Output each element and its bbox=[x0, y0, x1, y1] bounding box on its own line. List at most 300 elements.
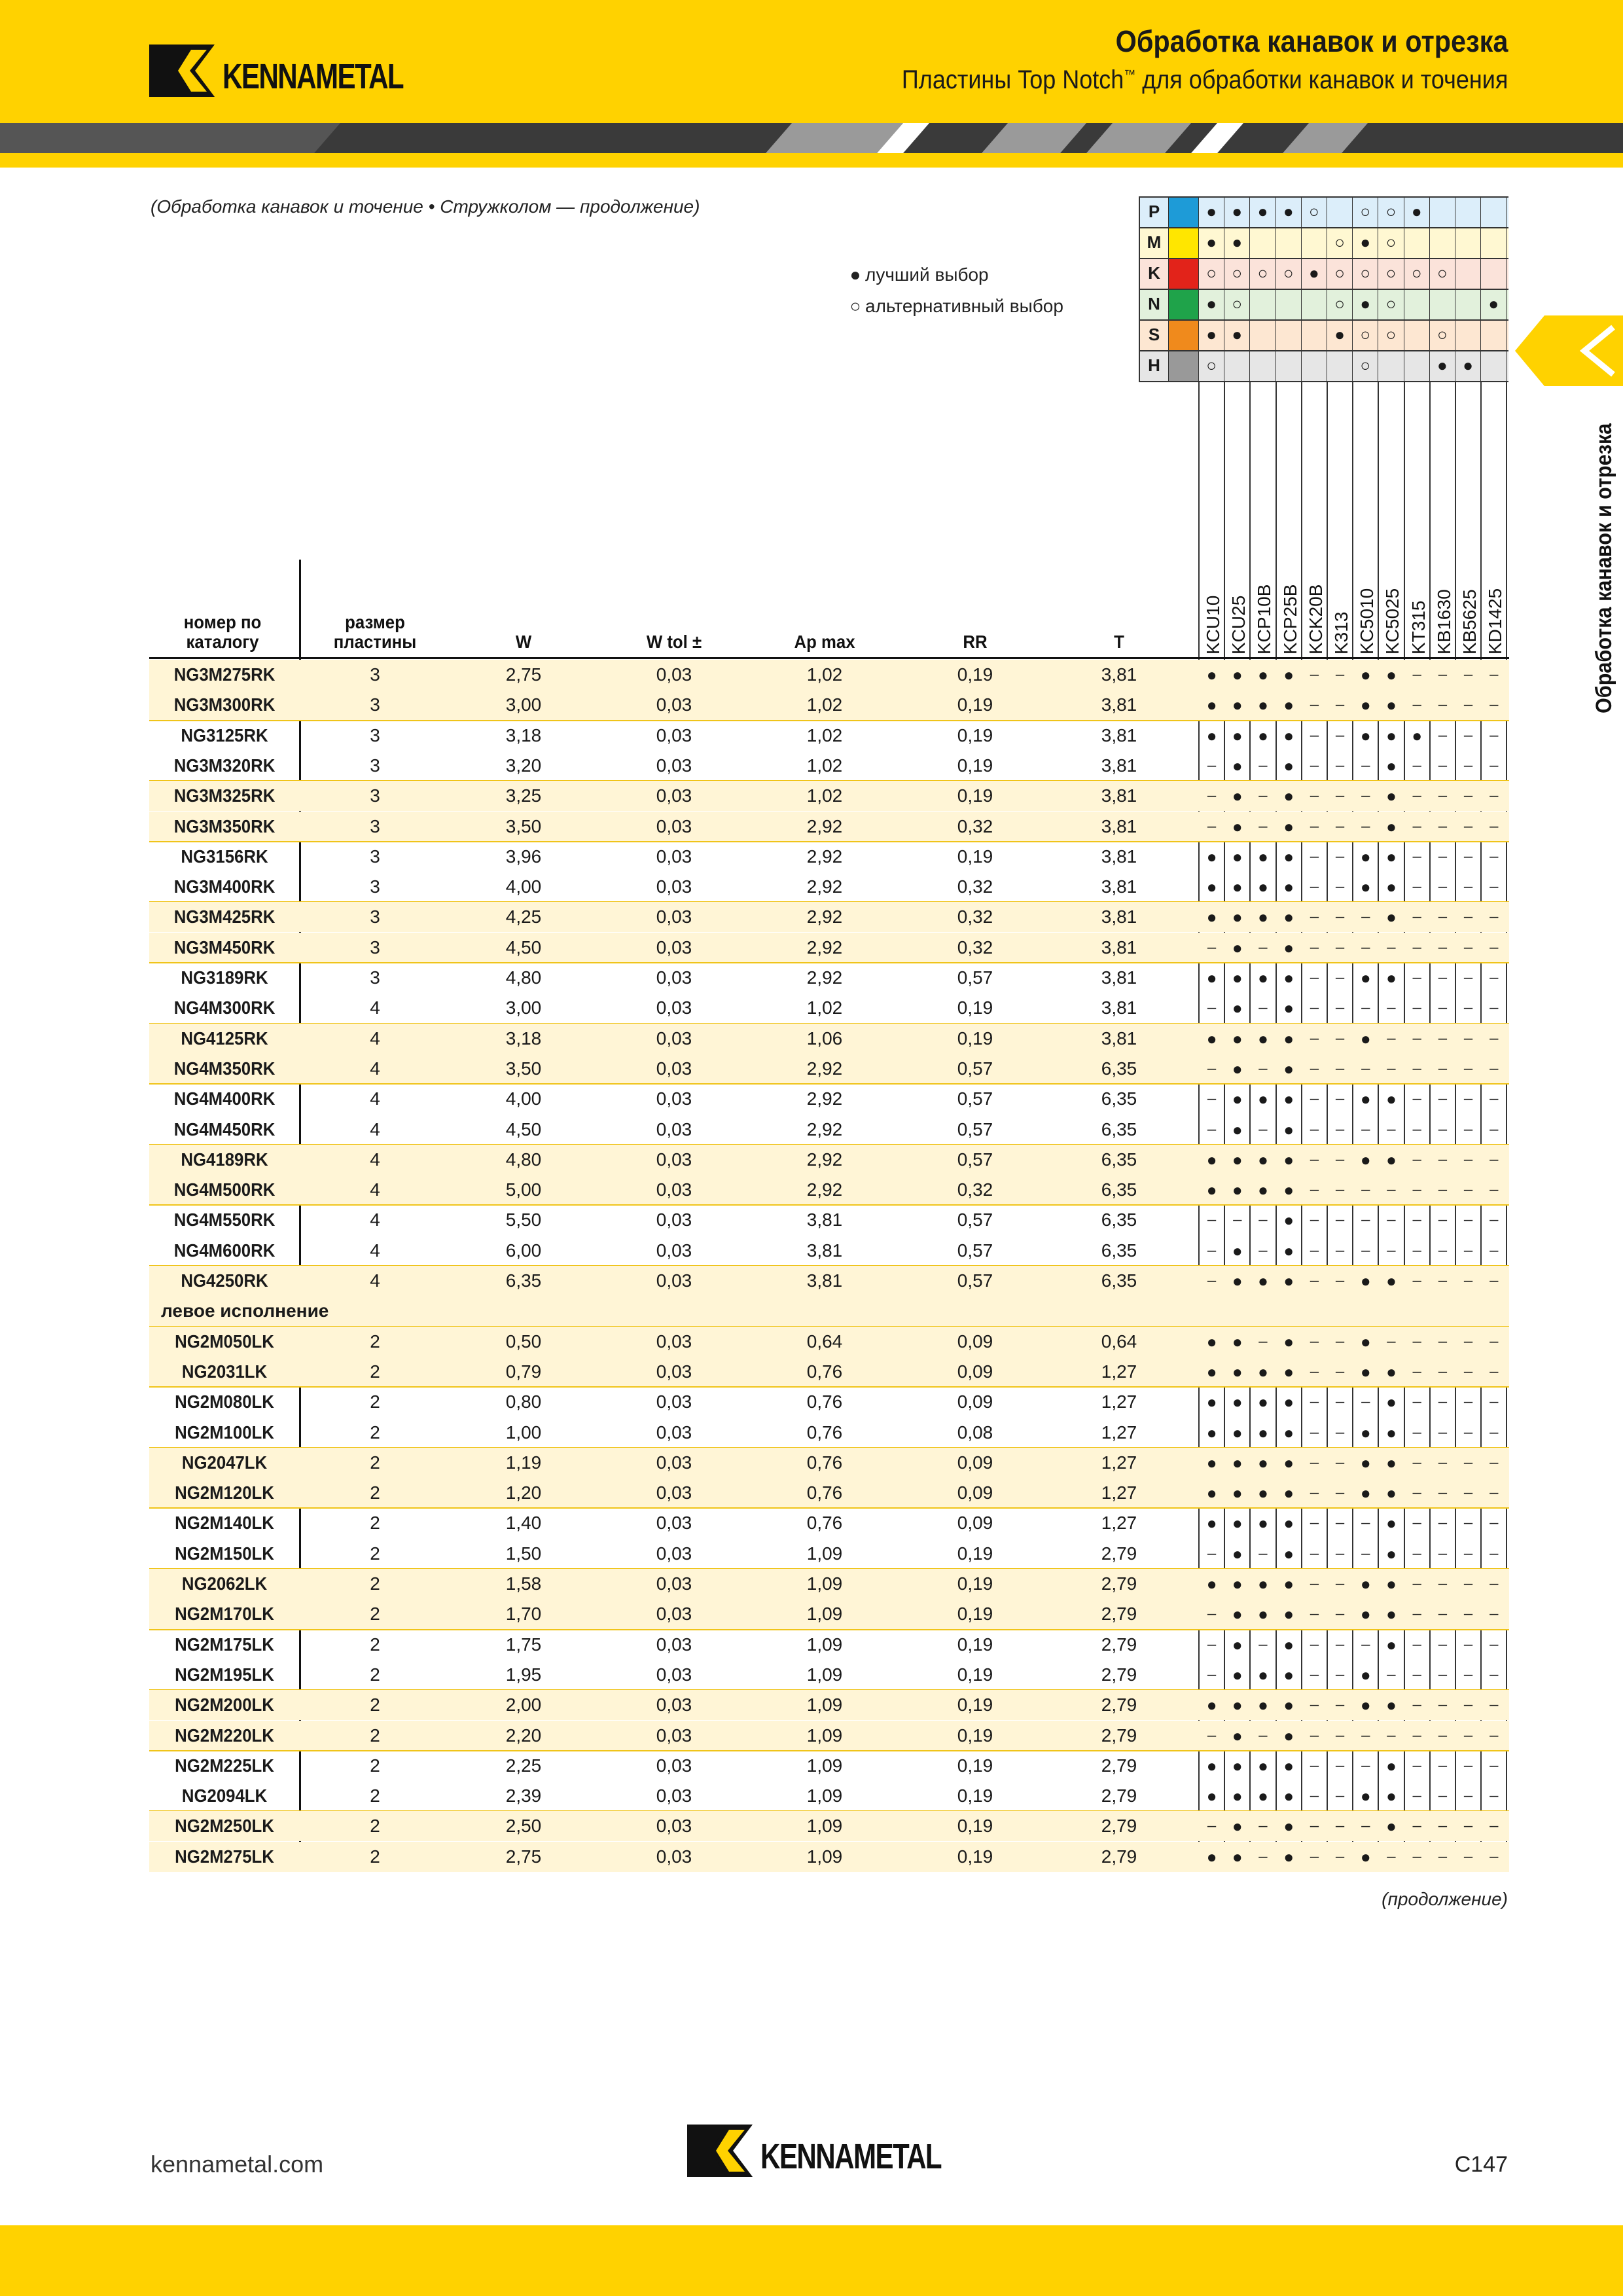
empty-mark bbox=[1250, 350, 1275, 381]
table-row bbox=[149, 1175, 1509, 1205]
chevron-left-icon bbox=[1515, 315, 1623, 386]
footer-url[interactable]: kennametal.com bbox=[151, 2151, 324, 2178]
best-choice-mark: ● bbox=[1360, 1695, 1371, 1715]
cell-wtol: 0,03 bbox=[656, 1543, 692, 1564]
cell-rr: 0,09 bbox=[957, 1513, 993, 1534]
cell-wtol: 0,03 bbox=[656, 967, 692, 988]
not-applicable-mark: – bbox=[1335, 1393, 1345, 1411]
best-choice-mark: ● bbox=[1232, 816, 1243, 836]
best-choice-mark: ● bbox=[1283, 725, 1294, 745]
best-choice-mark: ● bbox=[1258, 1755, 1268, 1776]
not-applicable-mark: – bbox=[1310, 787, 1319, 805]
not-applicable-mark: – bbox=[1361, 1514, 1370, 1532]
brand-wordmark: KENNAMETAL bbox=[760, 2137, 942, 2176]
cell-rr: 0,19 bbox=[957, 1634, 993, 1655]
cell-wtol: 0,03 bbox=[656, 997, 692, 1018]
not-applicable-mark: – bbox=[1438, 999, 1448, 1017]
not-applicable-mark: – bbox=[1489, 1696, 1499, 1714]
not-applicable-mark: – bbox=[1310, 1726, 1319, 1744]
best-choice-mark: ● bbox=[1360, 1028, 1371, 1049]
best-choice-mark: ● bbox=[1232, 1816, 1243, 1837]
not-applicable-mark: – bbox=[1463, 1726, 1473, 1744]
not-applicable-mark: – bbox=[1489, 908, 1499, 926]
cell-ap: 1,09 bbox=[806, 1664, 843, 1685]
not-applicable-mark: – bbox=[1489, 969, 1499, 986]
best-choice-mark: ● bbox=[1283, 1149, 1294, 1170]
cell-t: 3,81 bbox=[1101, 725, 1137, 745]
catalog-number: NG4M500RK bbox=[173, 1179, 276, 1200]
cell-t: 3,81 bbox=[1101, 906, 1137, 927]
not-applicable-mark: – bbox=[1361, 1726, 1370, 1744]
not-applicable-mark: – bbox=[1387, 1332, 1396, 1350]
empty-mark bbox=[1455, 227, 1481, 258]
best-choice-mark: ● bbox=[1386, 755, 1397, 776]
best-choice-mark: ● bbox=[1232, 1452, 1243, 1473]
material-row-p bbox=[1139, 196, 1508, 227]
cell-ap: 1,06 bbox=[806, 1028, 843, 1049]
best-choice-mark: ● bbox=[1250, 196, 1275, 227]
not-applicable-mark: – bbox=[1438, 1150, 1448, 1168]
best-choice-mark: ● bbox=[1206, 1452, 1217, 1473]
cell-w: 0,50 bbox=[505, 1331, 542, 1352]
not-applicable-mark: – bbox=[1310, 1544, 1319, 1562]
cell-wtol: 0,03 bbox=[656, 1270, 692, 1291]
cell-w: 1,75 bbox=[505, 1634, 542, 1655]
empty-mark bbox=[1224, 350, 1250, 381]
best-choice-mark: ● bbox=[1232, 1028, 1243, 1049]
cell-ap: 2,92 bbox=[806, 1149, 843, 1170]
table-row bbox=[149, 660, 1509, 690]
table-row bbox=[149, 1448, 1509, 1478]
cell-w: 2,75 bbox=[505, 1846, 542, 1867]
cell-t: 2,79 bbox=[1101, 1573, 1137, 1594]
not-applicable-mark: – bbox=[1387, 1059, 1396, 1077]
cell-rr: 0,57 bbox=[957, 1119, 993, 1139]
table-row bbox=[149, 1418, 1509, 1448]
best-choice-mark: ● bbox=[1412, 725, 1423, 745]
best-choice-mark: ● bbox=[1206, 1028, 1217, 1049]
cell-rr: 0,09 bbox=[957, 1361, 993, 1382]
not-applicable-mark: – bbox=[1489, 1181, 1499, 1199]
best-choice-mark: ● bbox=[1386, 1513, 1397, 1534]
best-choice-mark: ● bbox=[1386, 968, 1397, 988]
best-choice-mark: ● bbox=[1283, 1361, 1294, 1382]
cell-size: 4 bbox=[370, 1240, 380, 1261]
table-header-rule bbox=[149, 657, 1509, 659]
not-applicable-mark: – bbox=[1438, 1090, 1448, 1108]
cell-size: 2 bbox=[370, 1664, 380, 1685]
cell-wtol: 0,03 bbox=[656, 1331, 692, 1352]
cell-wtol: 0,03 bbox=[656, 1816, 692, 1837]
not-applicable-mark: – bbox=[1207, 1211, 1217, 1229]
not-applicable-mark: – bbox=[1335, 756, 1345, 774]
open-dot-icon: ○ bbox=[849, 296, 861, 316]
cell-rr: 0,57 bbox=[957, 967, 993, 988]
cell-rr: 0,19 bbox=[957, 1543, 993, 1564]
not-applicable-mark: – bbox=[1489, 1726, 1499, 1744]
cell-t: 2,79 bbox=[1101, 1695, 1137, 1715]
cell-wtol: 0,03 bbox=[656, 1664, 692, 1685]
cell-ap: 1,02 bbox=[806, 664, 843, 685]
cell-wtol: 0,03 bbox=[656, 725, 692, 745]
best-choice-mark: ● bbox=[1283, 1543, 1294, 1564]
cell-size: 3 bbox=[370, 725, 380, 745]
best-choice-mark: ● bbox=[1258, 968, 1268, 988]
cell-ap: 3,81 bbox=[806, 1270, 843, 1291]
best-choice-mark: ● bbox=[1232, 1755, 1243, 1776]
empty-mark bbox=[1430, 227, 1455, 258]
cell-wtol: 0,03 bbox=[656, 1513, 692, 1534]
cell-wtol: 0,03 bbox=[656, 1604, 692, 1624]
not-applicable-mark: – bbox=[1412, 1575, 1421, 1592]
grade-label-kcu25: KCU25 bbox=[1228, 595, 1249, 655]
not-applicable-mark: – bbox=[1310, 1817, 1319, 1835]
cell-t: 3,81 bbox=[1101, 1028, 1137, 1049]
cell-t: 2,79 bbox=[1101, 1543, 1137, 1564]
cell-size: 2 bbox=[370, 1452, 380, 1473]
best-choice-mark: ● bbox=[1206, 1483, 1217, 1503]
cell-size: 3 bbox=[370, 876, 380, 897]
best-choice-mark: ● bbox=[1206, 1786, 1217, 1806]
cell-size: 2 bbox=[370, 1331, 380, 1352]
best-choice-mark: ● bbox=[1360, 1361, 1371, 1382]
alternative-choice-mark: ○ bbox=[1353, 319, 1378, 350]
not-applicable-mark: – bbox=[1489, 726, 1499, 744]
best-choice-mark: ● bbox=[1283, 1786, 1294, 1806]
not-applicable-mark: – bbox=[1258, 756, 1268, 774]
not-applicable-mark: – bbox=[1438, 969, 1448, 986]
not-applicable-mark: – bbox=[1335, 1241, 1345, 1259]
cell-w: 3,00 bbox=[505, 997, 542, 1018]
best-choice-mark: ● bbox=[1258, 877, 1268, 897]
not-applicable-mark: – bbox=[1463, 1665, 1473, 1683]
best-choice-mark: ● bbox=[1360, 846, 1371, 867]
not-applicable-mark: – bbox=[1463, 726, 1473, 744]
not-applicable-mark: – bbox=[1463, 1544, 1473, 1562]
cell-t: 2,79 bbox=[1101, 1664, 1137, 1685]
table-continued-note: (продолжение) bbox=[1382, 1889, 1508, 1909]
best-choice-mark: ● bbox=[1283, 1574, 1294, 1594]
not-applicable-mark: – bbox=[1335, 999, 1345, 1017]
best-choice-mark: ● bbox=[1430, 350, 1455, 381]
table-row bbox=[149, 1630, 1509, 1660]
empty-mark bbox=[1276, 227, 1302, 258]
cell-w: 1,00 bbox=[505, 1422, 542, 1443]
table-row bbox=[149, 933, 1509, 963]
cell-rr: 0,19 bbox=[957, 1846, 993, 1867]
table-row bbox=[149, 721, 1509, 751]
not-applicable-mark: – bbox=[1207, 1272, 1217, 1289]
cell-rr: 0,32 bbox=[957, 1179, 993, 1200]
best-choice-mark: ● bbox=[1386, 665, 1397, 685]
not-applicable-mark: – bbox=[1438, 938, 1448, 956]
not-applicable-mark: – bbox=[1438, 817, 1448, 835]
not-applicable-mark: – bbox=[1412, 847, 1421, 865]
not-applicable-mark: – bbox=[1463, 817, 1473, 835]
empty-mark bbox=[1481, 319, 1507, 350]
not-applicable-mark: – bbox=[1412, 908, 1421, 926]
not-applicable-mark: – bbox=[1412, 1484, 1421, 1502]
best-choice-mark: ● bbox=[1258, 1028, 1268, 1049]
catalog-number: NG2M100LK bbox=[175, 1422, 274, 1443]
not-applicable-mark: – bbox=[1438, 878, 1448, 896]
best-choice-mark: ● bbox=[1386, 846, 1397, 867]
cell-w: 1,70 bbox=[505, 1604, 542, 1624]
catalog-number: NG3189RK bbox=[181, 967, 268, 988]
best-choice-mark: ● bbox=[1360, 1271, 1371, 1291]
not-applicable-mark: – bbox=[1438, 1665, 1448, 1683]
table-row bbox=[149, 1145, 1509, 1175]
cell-ap: 2,92 bbox=[806, 816, 843, 836]
not-applicable-mark: – bbox=[1438, 1211, 1448, 1229]
cell-w: 5,00 bbox=[505, 1179, 542, 1200]
grade-label-kcu10: KCU10 bbox=[1203, 595, 1223, 655]
best-choice-mark: ● bbox=[1283, 1119, 1294, 1139]
legend-alternative: ○ альтернативный выбор bbox=[848, 296, 1063, 317]
not-applicable-mark: – bbox=[1412, 666, 1421, 683]
best-choice-mark: ● bbox=[1360, 1089, 1371, 1109]
cell-wtol: 0,03 bbox=[656, 816, 692, 836]
not-applicable-mark: – bbox=[1387, 1241, 1396, 1259]
cell-ap: 1,02 bbox=[806, 725, 843, 745]
table-row bbox=[149, 1236, 1509, 1266]
cell-size: 2 bbox=[370, 1391, 380, 1412]
cell-ap: 0,76 bbox=[806, 1513, 843, 1534]
cell-size: 4 bbox=[370, 1270, 380, 1291]
cell-t: 6,35 bbox=[1101, 1179, 1137, 1200]
best-choice-mark: ● bbox=[1283, 907, 1294, 927]
table-row bbox=[149, 1115, 1509, 1145]
cell-wtol: 0,03 bbox=[656, 1361, 692, 1382]
not-applicable-mark: – bbox=[1438, 1514, 1448, 1532]
not-applicable-mark: – bbox=[1310, 878, 1319, 896]
best-choice-mark: ● bbox=[1360, 1604, 1371, 1624]
cell-ap: 1,09 bbox=[806, 1755, 843, 1776]
best-choice-mark: ● bbox=[1283, 1634, 1294, 1655]
table-row bbox=[149, 1357, 1509, 1387]
catalog-number: NG2M200LK bbox=[175, 1695, 274, 1715]
cell-w: 3,18 bbox=[505, 725, 542, 745]
best-choice-mark: ● bbox=[1232, 1634, 1243, 1655]
best-choice-mark: ● bbox=[1360, 725, 1371, 745]
cell-w: 4,00 bbox=[505, 876, 542, 897]
catalog-number: NG4125RK bbox=[181, 1028, 268, 1049]
cell-t: 6,35 bbox=[1101, 1058, 1137, 1079]
cell-ap: 2,92 bbox=[806, 967, 843, 988]
not-applicable-mark: – bbox=[1463, 908, 1473, 926]
best-choice-mark: ● bbox=[1283, 1846, 1294, 1867]
best-choice-mark: ● bbox=[1232, 1422, 1243, 1443]
empty-mark bbox=[1430, 196, 1455, 227]
cell-size: 2 bbox=[370, 1482, 380, 1503]
best-choice-mark: ● bbox=[1283, 846, 1294, 867]
cell-ap: 2,92 bbox=[806, 1179, 843, 1200]
not-applicable-mark: – bbox=[1489, 1514, 1499, 1532]
catalog-number: NG3M320RK bbox=[173, 755, 276, 776]
cell-w: 2,39 bbox=[505, 1785, 542, 1806]
not-applicable-mark: – bbox=[1207, 1544, 1217, 1562]
catalog-number: NG4M400RK bbox=[173, 1088, 276, 1109]
table-row bbox=[149, 993, 1509, 1023]
cell-ap: 2,92 bbox=[806, 876, 843, 897]
cell-w: 1,50 bbox=[505, 1543, 542, 1564]
empty-mark bbox=[1378, 350, 1404, 381]
not-applicable-mark: – bbox=[1310, 1241, 1319, 1259]
footer-band bbox=[0, 2225, 1623, 2296]
best-choice-mark: ● bbox=[1276, 196, 1302, 227]
cell-size: 2 bbox=[370, 1604, 380, 1624]
not-applicable-mark: – bbox=[1412, 787, 1421, 805]
best-choice-mark: ● bbox=[1360, 1574, 1371, 1594]
cell-rr: 0,19 bbox=[957, 785, 993, 806]
not-applicable-mark: – bbox=[1438, 1423, 1448, 1441]
cell-t: 3,81 bbox=[1101, 967, 1137, 988]
not-applicable-mark: – bbox=[1438, 1575, 1448, 1592]
not-applicable-mark: – bbox=[1412, 1817, 1421, 1835]
not-applicable-mark: – bbox=[1438, 1181, 1448, 1199]
cell-w: 2,25 bbox=[505, 1755, 542, 1776]
cell-rr: 0,19 bbox=[957, 1785, 993, 1806]
not-applicable-mark: – bbox=[1387, 938, 1396, 956]
best-choice-mark: ● bbox=[1224, 319, 1250, 350]
header-underband bbox=[0, 153, 1623, 168]
cell-ap: 3,81 bbox=[806, 1210, 843, 1230]
not-applicable-mark: – bbox=[1258, 999, 1268, 1017]
cell-rr: 0,08 bbox=[957, 1422, 993, 1443]
table-row bbox=[149, 1721, 1509, 1751]
cell-rr: 0,19 bbox=[957, 1755, 993, 1776]
cell-wtol: 0,03 bbox=[656, 1785, 692, 1806]
best-choice-mark: ● bbox=[1283, 1604, 1294, 1624]
best-choice-mark: ● bbox=[1206, 1180, 1217, 1200]
cell-t: 3,81 bbox=[1101, 816, 1137, 836]
not-applicable-mark: – bbox=[1438, 1817, 1448, 1835]
best-choice-mark: ● bbox=[1386, 1634, 1397, 1655]
cell-w: 2,50 bbox=[505, 1816, 542, 1837]
best-choice-mark: ● bbox=[1206, 907, 1217, 927]
cell-wtol: 0,03 bbox=[656, 664, 692, 685]
not-applicable-mark: – bbox=[1335, 1787, 1345, 1805]
not-applicable-mark: – bbox=[1335, 1665, 1345, 1683]
continuation-note: (Обработка канавок и точение • Стружколом — продолжение) bbox=[151, 196, 700, 217]
not-applicable-mark: – bbox=[1412, 1514, 1421, 1532]
best-choice-mark: ● bbox=[1353, 289, 1378, 319]
best-choice-mark: ● bbox=[1386, 1483, 1397, 1503]
not-applicable-mark: – bbox=[1412, 696, 1421, 714]
catalog-number: NG2062LK bbox=[181, 1573, 268, 1594]
cell-rr: 0,19 bbox=[957, 1695, 993, 1715]
not-applicable-mark: – bbox=[1438, 1059, 1448, 1077]
best-choice-mark: ● bbox=[1386, 1816, 1397, 1837]
not-applicable-mark: – bbox=[1310, 1211, 1319, 1229]
not-applicable-mark: – bbox=[1438, 787, 1448, 805]
col-rr: RR bbox=[963, 632, 988, 652]
not-applicable-mark: – bbox=[1335, 1696, 1345, 1714]
not-applicable-mark: – bbox=[1438, 1726, 1448, 1744]
page-number: C147 bbox=[1454, 2152, 1508, 2177]
cell-wtol: 0,03 bbox=[656, 1573, 692, 1594]
not-applicable-mark: – bbox=[1489, 1120, 1499, 1138]
cell-t: 2,79 bbox=[1101, 1604, 1137, 1624]
grade-label-kcp25b: KCP25B bbox=[1279, 584, 1300, 655]
best-choice-mark: ● bbox=[1386, 907, 1397, 927]
cell-t: 3,81 bbox=[1101, 664, 1137, 685]
best-choice-mark: ● bbox=[1258, 1392, 1268, 1412]
material-color-swatch bbox=[1169, 289, 1199, 319]
best-choice-mark: ● bbox=[1224, 196, 1250, 227]
cell-rr: 0,09 bbox=[957, 1391, 993, 1412]
not-applicable-mark: – bbox=[1438, 1605, 1448, 1623]
catalog-number: NG2047LK bbox=[181, 1452, 268, 1473]
col-apmax: Ap max bbox=[794, 632, 855, 652]
not-applicable-mark: – bbox=[1412, 1393, 1421, 1411]
best-choice-mark: ● bbox=[1232, 1149, 1243, 1170]
not-applicable-mark: – bbox=[1361, 938, 1370, 956]
not-applicable-mark: – bbox=[1335, 1181, 1345, 1199]
not-applicable-mark: – bbox=[1463, 1847, 1473, 1865]
alternative-choice-mark: ○ bbox=[1378, 319, 1404, 350]
best-choice-mark: ● bbox=[1283, 1483, 1294, 1503]
not-applicable-mark: – bbox=[1207, 1605, 1217, 1623]
catalog-number: NG2M225LK bbox=[175, 1755, 274, 1776]
best-choice-mark: ● bbox=[1232, 1664, 1243, 1685]
cell-w: 2,75 bbox=[505, 664, 542, 685]
not-applicable-mark: – bbox=[1438, 696, 1448, 714]
grade-label-kck20b: KCK20B bbox=[1305, 584, 1326, 655]
not-applicable-mark: – bbox=[1489, 1756, 1499, 1774]
cell-ap: 1,09 bbox=[806, 1785, 843, 1806]
not-applicable-mark: – bbox=[1335, 969, 1345, 986]
catalog-number: NG3M450RK bbox=[173, 937, 276, 958]
cell-ap: 0,76 bbox=[806, 1422, 843, 1443]
cell-rr: 0,09 bbox=[957, 1452, 993, 1473]
not-applicable-mark: – bbox=[1463, 847, 1473, 865]
not-applicable-mark: – bbox=[1361, 787, 1370, 805]
cell-wtol: 0,03 bbox=[656, 1422, 692, 1443]
not-applicable-mark: – bbox=[1335, 1484, 1345, 1502]
cell-w: 3,20 bbox=[505, 755, 542, 776]
not-applicable-mark: – bbox=[1310, 1393, 1319, 1411]
not-applicable-mark: – bbox=[1463, 1787, 1473, 1805]
not-applicable-mark: – bbox=[1207, 817, 1217, 835]
cell-wtol: 0,03 bbox=[656, 1755, 692, 1776]
table-row bbox=[149, 690, 1509, 720]
cell-rr: 0,19 bbox=[957, 1573, 993, 1594]
not-applicable-mark: – bbox=[1438, 1029, 1448, 1047]
table-row bbox=[149, 1569, 1509, 1599]
cell-ap: 3,81 bbox=[806, 1240, 843, 1261]
not-applicable-mark: – bbox=[1387, 1211, 1396, 1229]
table-row bbox=[149, 1478, 1509, 1508]
cell-t: 3,81 bbox=[1101, 755, 1137, 776]
cell-t: 3,81 bbox=[1101, 846, 1137, 867]
cell-t: 6,35 bbox=[1101, 1270, 1137, 1291]
cell-size: 4 bbox=[370, 1028, 380, 1049]
not-applicable-mark: – bbox=[1412, 756, 1421, 774]
catalog-number: NG4M550RK bbox=[173, 1210, 276, 1230]
best-choice-mark: ● bbox=[1232, 937, 1243, 958]
catalog-number: NG2M220LK bbox=[175, 1725, 274, 1746]
not-applicable-mark: – bbox=[1412, 817, 1421, 835]
material-code: M bbox=[1139, 227, 1169, 258]
cell-w: 1,19 bbox=[505, 1452, 542, 1473]
grade-label-k313: K313 bbox=[1331, 611, 1351, 655]
not-applicable-mark: – bbox=[1258, 1332, 1268, 1350]
best-choice-mark: ● bbox=[1360, 1149, 1371, 1170]
empty-mark bbox=[1404, 350, 1430, 381]
not-applicable-mark: – bbox=[1335, 1635, 1345, 1653]
not-applicable-mark: – bbox=[1207, 787, 1217, 805]
